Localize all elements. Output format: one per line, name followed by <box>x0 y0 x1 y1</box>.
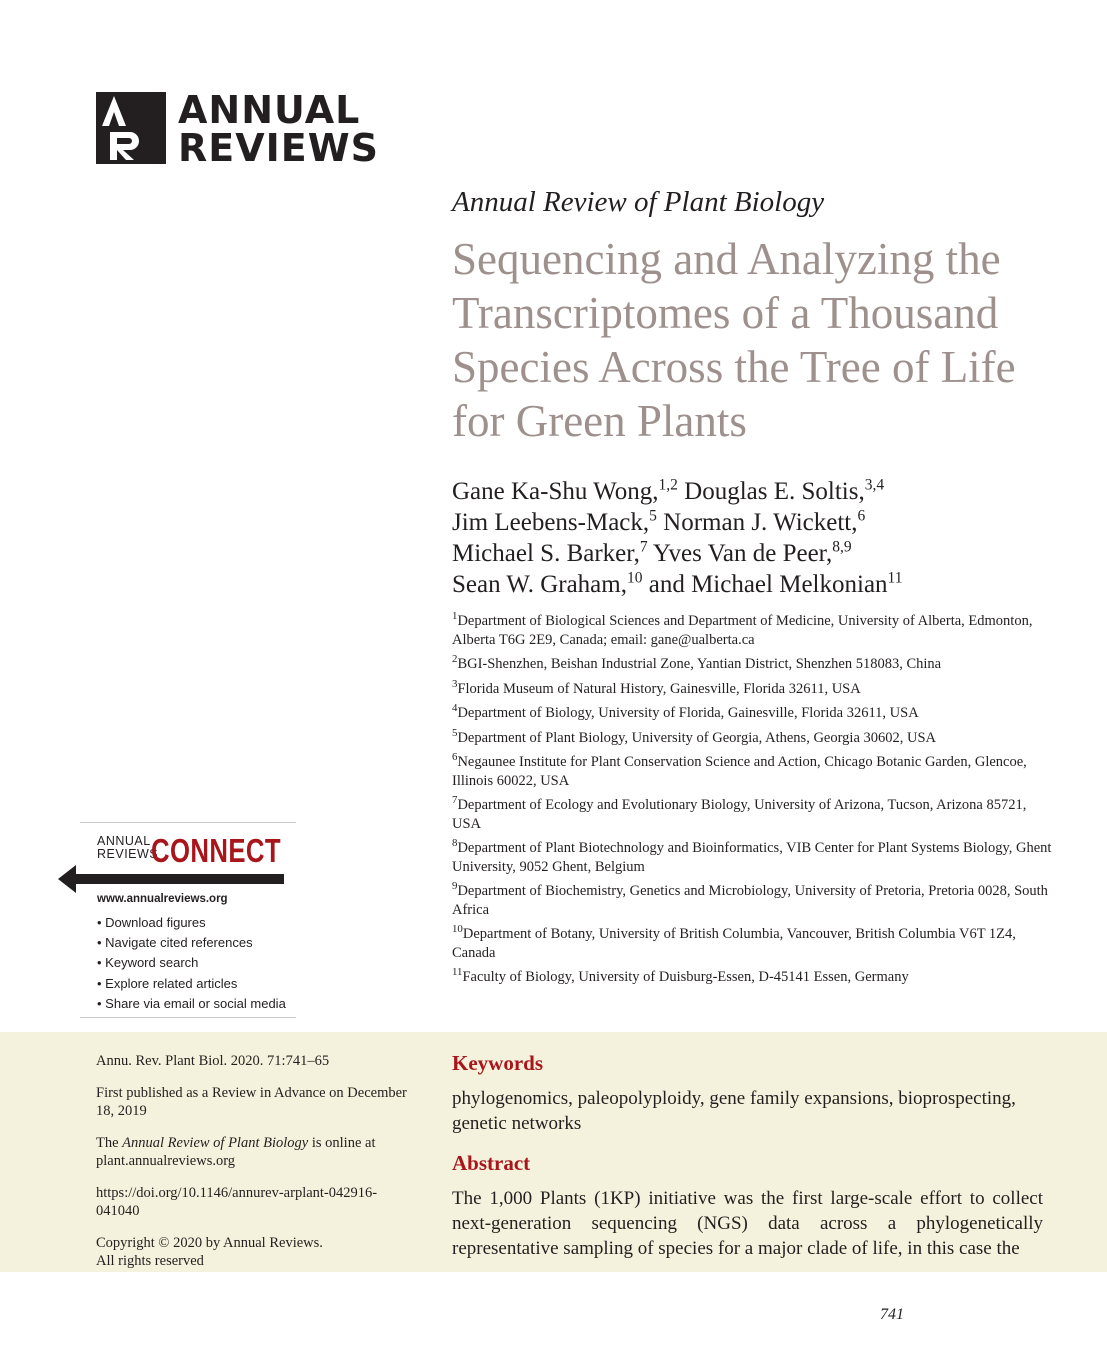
affiliation-text: Department of Plant Biology, University of Georgia, Athens, Georgia 30602, USA <box>457 729 937 746</box>
author-name: Gane Ka-Shu Wong, <box>452 478 659 505</box>
list-item: • Navigate cited references <box>97 935 253 951</box>
connect-small-line: ANNUAL <box>97 834 151 848</box>
affiliation-text: Florida Museum of Natural History, Gainesville, Florida 32611, USA <box>457 680 861 697</box>
affiliation-text: Department of Ecology and Evolutionary Biology, University of Arizona, Tucson, Arizona 85721, USA <box>452 797 1027 832</box>
affiliation-text: Department of Biochemistry, Genetics and Microbiology, University of Pretoria, Pretoria 0028, South Africa <box>452 883 1048 918</box>
page-number: 741 <box>880 1306 904 1323</box>
author-name: Douglas E. Soltis, <box>677 478 865 505</box>
author-affil-ref: 10 <box>626 569 643 587</box>
affiliation-text: Department of Biological Sciences and Department of Medicine, University of Alberta, Edmonton, Alberta T6G 2E9, Canada; email: gane@ualberta.ca <box>452 613 1033 648</box>
doi-link[interactable]: https://doi.org/10.1146/annurev-arplant-042916-041040 <box>96 1184 378 1219</box>
journal-name: Annual Review of Plant Biology <box>452 186 825 218</box>
affiliation-number: 3 <box>452 677 458 690</box>
author-affil-ref: 1,2 <box>658 476 678 494</box>
affiliation-item <box>452 655 1052 674</box>
list-item: • Share via email or social media <box>97 995 286 1011</box>
article-title: Sequencing and Analyzing the Transcriptomes of a Thousand Species Across the Tree of Life for Green Plants <box>452 234 1016 446</box>
affiliation-number: 6 <box>452 751 458 764</box>
author-affil-ref: 8,9 <box>832 538 852 556</box>
author-affil-ref: 11 <box>887 569 903 587</box>
affiliation-item <box>452 839 1052 876</box>
keywords-heading: Keywords <box>452 1051 543 1075</box>
affiliation-number: 4 <box>452 702 458 715</box>
affiliation-text: Faculty of Biology, University of Duisburg-Essen, D-45141 Essen, Germany <box>462 969 909 985</box>
affiliation-item <box>452 677 1052 699</box>
copyright <box>96 1234 416 1271</box>
list-item: • Keyword search <box>97 955 199 971</box>
author-name: Norman J. Wickett, <box>656 509 858 536</box>
annual-reviews-logo <box>96 88 380 170</box>
list-item: • Download figures <box>97 915 206 930</box>
affiliation-item <box>452 753 1052 790</box>
affiliation-item <box>452 726 1052 748</box>
author-line <box>452 476 1072 507</box>
affiliation-item <box>452 704 1052 723</box>
online-pre: The <box>96 1134 123 1151</box>
author-name: Yves Van de Peer, <box>647 540 833 567</box>
keywords-text: phylogenomics, paleopolyploidy, gene family expansions, bioprospecting, genetic networks <box>452 1088 1016 1134</box>
author-affil-ref: 3,4 <box>864 476 885 494</box>
connect-heading: CONNECT <box>151 832 282 869</box>
author-line <box>452 507 1072 538</box>
connect-small-line: REVIEWS <box>97 847 159 861</box>
abstract-text: The 1,000 Plants (1KP) initiative was the first large-scale effort to collect next-generation sequencing (NGS) data across a phylogenetically representative sampling of species for a major clade of life, in this case the <box>452 1188 1043 1259</box>
online-post: is online at plant.annualreviews.org <box>96 1134 376 1169</box>
copyright-line: Copyright © 2020 by Annual Reviews. <box>96 1234 323 1251</box>
citation: Annu. Rev. Plant Biol. 2020. 71:741–65 <box>96 1053 330 1069</box>
author-name: Sean W. Graham, <box>452 571 627 598</box>
author-affil-ref: 6 <box>857 507 866 525</box>
affiliation-text: Department of Botany, University of British Columbia, Vancouver, British Columbia V6T 1Z4, Canada <box>452 926 1016 961</box>
logo-word-annual: ANNUAL <box>178 88 361 132</box>
affiliation-number: 1 <box>452 610 458 623</box>
affiliation-item <box>452 612 1052 649</box>
connect-features-list <box>97 913 286 1014</box>
author-name: and Michael Melkonian <box>642 571 888 598</box>
connect-url-link[interactable]: www.annualreviews.org <box>97 893 228 905</box>
affiliation-number: 7 <box>452 794 458 807</box>
affiliation-item <box>452 925 1052 962</box>
author-name: Michael S. Barker, <box>452 540 640 567</box>
first-published: First published as a Review in Advance on December 18, 2019 <box>96 1084 407 1119</box>
arrow-left-icon <box>58 863 288 895</box>
author-affil-ref: 7 <box>639 538 648 556</box>
author-affil-ref: 5 <box>649 507 657 525</box>
affiliation-number: 2 <box>452 653 458 666</box>
affiliation-number: 8 <box>452 837 458 850</box>
affiliation-item <box>452 968 1052 987</box>
affiliation-number: 9 <box>452 880 458 893</box>
affiliation-list <box>452 612 1052 993</box>
online-journal: Annual Review of Plant Biology <box>122 1134 309 1151</box>
list-item: • Explore related articles <box>97 975 238 991</box>
affiliation-text: Department of Plant Biotechnology and Bioinformatics, VIB Center for Plant Systems Biology, Ghent University, 9052 Ghent, Belgium <box>452 840 1052 875</box>
annual-reviews-connect-box <box>80 822 296 1018</box>
abstract-heading: Abstract <box>452 1151 531 1175</box>
copyright-line: All rights reserved <box>96 1253 204 1269</box>
author-name: Jim Leebens-Mack, <box>452 509 650 536</box>
author-line <box>452 569 1072 600</box>
logo-word-reviews: REVIEWS <box>178 126 380 170</box>
affiliation-number: 5 <box>452 726 458 739</box>
online-notice <box>96 1134 416 1171</box>
affiliation-number: 11 <box>452 966 463 979</box>
affiliation-text: Department of Biology, University of Florida, Gainesville, Florida 32611, USA <box>457 705 919 721</box>
author-line <box>452 538 1072 569</box>
ar-logo-mark-icon <box>96 92 166 164</box>
connect-small-label <box>97 835 158 861</box>
affiliation-item <box>452 882 1052 919</box>
publication-metadata <box>96 1052 416 1284</box>
author-list <box>452 476 1072 600</box>
affiliation-text: BGI-Shenzhen, Beishan Industrial Zone, Yantian District, Shenzhen 518083, China <box>457 656 942 672</box>
affiliation-number: 10 <box>452 923 463 936</box>
affiliation-item <box>452 796 1052 833</box>
affiliation-text: Negaunee Institute for Plant Conservation Science and Action, Chicago Botanic Garden, Glencoe, Illinois 60022, USA <box>452 754 1027 789</box>
